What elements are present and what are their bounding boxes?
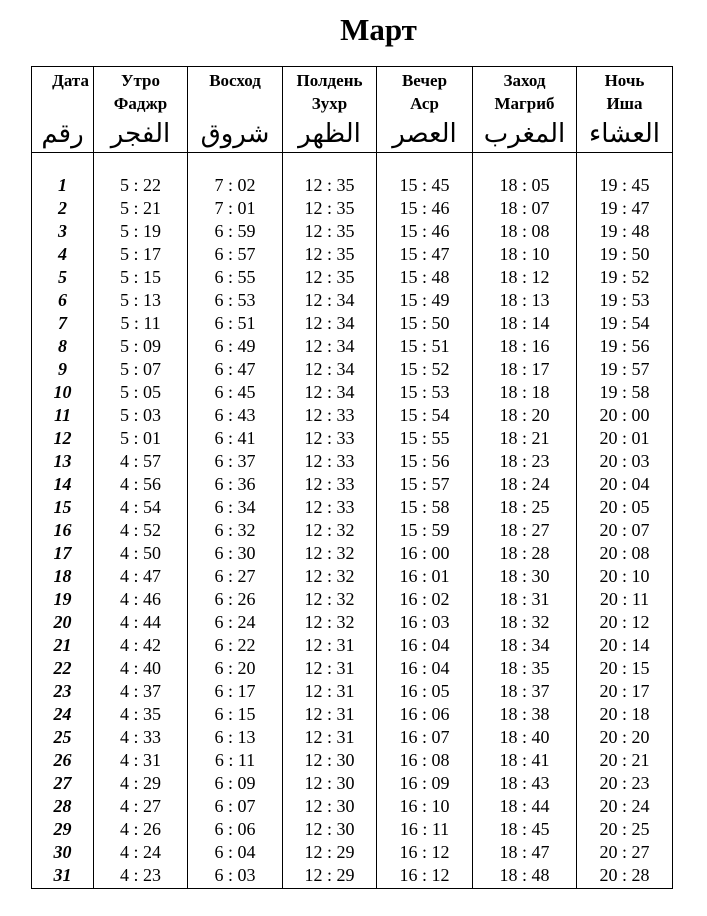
cell-isha: 20 : 21 (577, 749, 673, 772)
column-label-ru: Восход (209, 71, 261, 90)
cell-asr: 15 : 51 (377, 335, 473, 358)
cell-isha: 20 : 08 (577, 542, 673, 565)
cell-sunrise: 6 : 51 (188, 312, 283, 335)
cell-sunrise: 6 : 43 (188, 404, 283, 427)
column-label-ru: Ночь Иша (604, 71, 645, 113)
table-row (32, 450, 673, 473)
column-header-fajr (94, 67, 188, 153)
cell-fajr: 4 : 37 (94, 680, 188, 703)
cell-maghrib: 18 : 44 (473, 795, 577, 818)
cell-maghrib: 18 : 25 (473, 496, 577, 519)
cell-fajr: 5 : 11 (94, 312, 188, 335)
cell-asr: 15 : 46 (377, 197, 473, 220)
cell-isha: 19 : 52 (577, 266, 673, 289)
cell-maghrib: 18 : 16 (473, 335, 577, 358)
cell-asr: 15 : 47 (377, 243, 473, 266)
table-row (32, 496, 673, 519)
cell-asr: 16 : 03 (377, 611, 473, 634)
table-row (32, 565, 673, 588)
cell-asr: 16 : 01 (377, 565, 473, 588)
cell-dhuhr: 12 : 32 (283, 611, 377, 634)
cell-maghrib: 18 : 27 (473, 519, 577, 542)
cell-maghrib: 18 : 14 (473, 312, 577, 335)
table-row (32, 335, 673, 358)
cell-asr: 15 : 46 (377, 220, 473, 243)
cell-sunrise: 6 : 27 (188, 565, 283, 588)
cell-isha: 20 : 00 (577, 404, 673, 427)
cell-asr: 16 : 00 (377, 542, 473, 565)
cell-asr: 15 : 53 (377, 381, 473, 404)
cell-isha: 20 : 25 (577, 818, 673, 841)
cell-isha: 19 : 58 (577, 381, 673, 404)
cell-isha: 20 : 11 (577, 588, 673, 611)
cell-sunrise: 6 : 53 (188, 289, 283, 312)
cell-date: 31 (32, 864, 94, 889)
cell-sunrise: 6 : 13 (188, 726, 283, 749)
header-row (32, 67, 673, 153)
cell-fajr: 4 : 29 (94, 772, 188, 795)
column-header-asr (377, 67, 473, 153)
column-header-isha (577, 67, 673, 153)
cell-dhuhr: 12 : 33 (283, 427, 377, 450)
spacer-cell (473, 153, 577, 175)
cell-fajr: 5 : 07 (94, 358, 188, 381)
cell-fajr: 4 : 23 (94, 864, 188, 889)
table-row (32, 818, 673, 841)
cell-date: 11 (32, 404, 94, 427)
cell-isha: 20 : 20 (577, 726, 673, 749)
cell-fajr: 4 : 42 (94, 634, 188, 657)
cell-sunrise: 6 : 36 (188, 473, 283, 496)
cell-asr: 15 : 55 (377, 427, 473, 450)
cell-isha: 20 : 18 (577, 703, 673, 726)
column-label-ru: Дата (52, 71, 89, 90)
cell-isha: 20 : 14 (577, 634, 673, 657)
cell-isha: 19 : 45 (577, 174, 673, 197)
cell-asr: 15 : 58 (377, 496, 473, 519)
cell-dhuhr: 12 : 31 (283, 726, 377, 749)
cell-maghrib: 18 : 43 (473, 772, 577, 795)
cell-sunrise: 6 : 04 (188, 841, 283, 864)
table-row (32, 473, 673, 496)
cell-fajr: 5 : 01 (94, 427, 188, 450)
cell-asr: 16 : 05 (377, 680, 473, 703)
cell-dhuhr: 12 : 31 (283, 657, 377, 680)
cell-sunrise: 6 : 32 (188, 519, 283, 542)
cell-sunrise: 6 : 11 (188, 749, 283, 772)
table-row (32, 772, 673, 795)
table-row (32, 703, 673, 726)
cell-date: 23 (32, 680, 94, 703)
cell-asr: 16 : 10 (377, 795, 473, 818)
spacer-row (32, 153, 673, 175)
cell-date: 4 (32, 243, 94, 266)
cell-dhuhr: 12 : 33 (283, 450, 377, 473)
cell-sunrise: 6 : 49 (188, 335, 283, 358)
column-header-dhuhr (283, 67, 377, 153)
cell-date: 8 (32, 335, 94, 358)
column-label-ar: المغرب (483, 119, 566, 149)
cell-date: 13 (32, 450, 94, 473)
cell-asr: 15 : 57 (377, 473, 473, 496)
cell-isha: 20 : 01 (577, 427, 673, 450)
cell-date: 15 (32, 496, 94, 519)
cell-isha: 20 : 04 (577, 473, 673, 496)
table-row (32, 358, 673, 381)
cell-isha: 19 : 53 (577, 289, 673, 312)
cell-date: 19 (32, 588, 94, 611)
cell-asr: 15 : 56 (377, 450, 473, 473)
table-row (32, 427, 673, 450)
cell-maghrib: 18 : 32 (473, 611, 577, 634)
cell-date: 12 (32, 427, 94, 450)
prayer-times-table (31, 66, 673, 889)
table-row (32, 197, 673, 220)
cell-dhuhr: 12 : 29 (283, 841, 377, 864)
cell-sunrise: 6 : 47 (188, 358, 283, 381)
cell-asr: 16 : 11 (377, 818, 473, 841)
cell-isha: 20 : 07 (577, 519, 673, 542)
cell-date: 18 (32, 565, 94, 588)
cell-date: 10 (32, 381, 94, 404)
cell-date: 5 (32, 266, 94, 289)
spacer-cell (377, 153, 473, 175)
cell-fajr: 4 : 54 (94, 496, 188, 519)
cell-date: 3 (32, 220, 94, 243)
table-body (32, 153, 673, 889)
table-row (32, 611, 673, 634)
column-label-ar: الظهر (298, 119, 361, 149)
cell-maghrib: 18 : 30 (473, 565, 577, 588)
cell-asr: 15 : 50 (377, 312, 473, 335)
cell-sunrise: 7 : 01 (188, 197, 283, 220)
cell-asr: 16 : 04 (377, 634, 473, 657)
cell-fajr: 4 : 31 (94, 749, 188, 772)
cell-sunrise: 6 : 20 (188, 657, 283, 680)
cell-date: 22 (32, 657, 94, 680)
cell-fajr: 4 : 56 (94, 473, 188, 496)
cell-maghrib: 18 : 34 (473, 634, 577, 657)
cell-isha: 19 : 56 (577, 335, 673, 358)
cell-maghrib: 18 : 05 (473, 174, 577, 197)
cell-fajr: 4 : 52 (94, 519, 188, 542)
cell-asr: 15 : 45 (377, 174, 473, 197)
cell-sunrise: 6 : 15 (188, 703, 283, 726)
cell-sunrise: 6 : 59 (188, 220, 283, 243)
table-row (32, 588, 673, 611)
table-row (32, 726, 673, 749)
cell-sunrise: 6 : 24 (188, 611, 283, 634)
table-row (32, 381, 673, 404)
cell-dhuhr: 12 : 35 (283, 266, 377, 289)
table-row (32, 266, 673, 289)
cell-dhuhr: 12 : 35 (283, 220, 377, 243)
table-row (32, 680, 673, 703)
cell-sunrise: 6 : 06 (188, 818, 283, 841)
cell-maghrib: 18 : 08 (473, 220, 577, 243)
cell-asr: 15 : 59 (377, 519, 473, 542)
cell-sunrise: 6 : 07 (188, 795, 283, 818)
cell-maghrib: 18 : 07 (473, 197, 577, 220)
cell-fajr: 5 : 21 (94, 197, 188, 220)
cell-fajr: 5 : 17 (94, 243, 188, 266)
cell-asr: 16 : 08 (377, 749, 473, 772)
column-label-ar: شروق (200, 119, 270, 149)
column-label-ru: Заход Магриб (494, 71, 555, 113)
cell-maghrib: 18 : 17 (473, 358, 577, 381)
cell-asr: 15 : 52 (377, 358, 473, 381)
table-row (32, 519, 673, 542)
cell-isha: 19 : 50 (577, 243, 673, 266)
cell-asr: 16 : 07 (377, 726, 473, 749)
cell-date: 29 (32, 818, 94, 841)
column-label-ru: Утро Фаджр (113, 71, 168, 113)
cell-date: 16 (32, 519, 94, 542)
spacer-cell (577, 153, 673, 175)
table-row (32, 657, 673, 680)
cell-maghrib: 18 : 35 (473, 657, 577, 680)
cell-fajr: 5 : 05 (94, 381, 188, 404)
cell-maghrib: 18 : 20 (473, 404, 577, 427)
cell-maghrib: 18 : 12 (473, 266, 577, 289)
cell-sunrise: 6 : 17 (188, 680, 283, 703)
cell-dhuhr: 12 : 34 (283, 381, 377, 404)
cell-sunrise: 6 : 57 (188, 243, 283, 266)
cell-fajr: 4 : 46 (94, 588, 188, 611)
cell-isha: 20 : 10 (577, 565, 673, 588)
spacer-cell (188, 153, 283, 175)
cell-fajr: 4 : 40 (94, 657, 188, 680)
cell-date: 14 (32, 473, 94, 496)
cell-sunrise: 6 : 03 (188, 864, 283, 889)
cell-date: 28 (32, 795, 94, 818)
cell-maghrib: 18 : 45 (473, 818, 577, 841)
cell-dhuhr: 12 : 34 (283, 312, 377, 335)
cell-maghrib: 18 : 21 (473, 427, 577, 450)
cell-fajr: 5 : 09 (94, 335, 188, 358)
cell-sunrise: 6 : 30 (188, 542, 283, 565)
cell-fajr: 5 : 15 (94, 266, 188, 289)
cell-date: 7 (32, 312, 94, 335)
cell-asr: 15 : 48 (377, 266, 473, 289)
cell-fajr: 5 : 19 (94, 220, 188, 243)
table-row (32, 404, 673, 427)
cell-fajr: 4 : 50 (94, 542, 188, 565)
cell-date: 20 (32, 611, 94, 634)
page-title: Март (340, 12, 417, 47)
cell-sunrise: 6 : 22 (188, 634, 283, 657)
cell-date: 9 (32, 358, 94, 381)
table-row (32, 841, 673, 864)
cell-dhuhr: 12 : 31 (283, 680, 377, 703)
cell-date: 25 (32, 726, 94, 749)
table-row (32, 312, 673, 335)
cell-sunrise: 6 : 09 (188, 772, 283, 795)
cell-sunrise: 6 : 26 (188, 588, 283, 611)
cell-fajr: 4 : 35 (94, 703, 188, 726)
cell-isha: 19 : 48 (577, 220, 673, 243)
cell-isha: 19 : 47 (577, 197, 673, 220)
cell-dhuhr: 12 : 34 (283, 358, 377, 381)
cell-fajr: 4 : 44 (94, 611, 188, 634)
cell-dhuhr: 12 : 33 (283, 404, 377, 427)
cell-maghrib: 18 : 24 (473, 473, 577, 496)
cell-sunrise: 6 : 55 (188, 266, 283, 289)
cell-dhuhr: 12 : 34 (283, 289, 377, 312)
cell-fajr: 4 : 47 (94, 565, 188, 588)
cell-sunrise: 6 : 41 (188, 427, 283, 450)
table-row (32, 220, 673, 243)
cell-isha: 20 : 17 (577, 680, 673, 703)
cell-asr: 16 : 12 (377, 841, 473, 864)
cell-sunrise: 6 : 45 (188, 381, 283, 404)
cell-dhuhr: 12 : 35 (283, 197, 377, 220)
cell-dhuhr: 12 : 31 (283, 703, 377, 726)
cell-asr: 16 : 04 (377, 657, 473, 680)
cell-date: 1 (32, 174, 94, 197)
cell-maghrib: 18 : 10 (473, 243, 577, 266)
cell-sunrise: 6 : 34 (188, 496, 283, 519)
table-row (32, 795, 673, 818)
cell-isha: 20 : 03 (577, 450, 673, 473)
cell-maghrib: 18 : 23 (473, 450, 577, 473)
column-header-sunrise (188, 67, 283, 153)
cell-dhuhr: 12 : 30 (283, 795, 377, 818)
cell-asr: 16 : 09 (377, 772, 473, 795)
cell-asr: 15 : 49 (377, 289, 473, 312)
cell-asr: 16 : 06 (377, 703, 473, 726)
cell-dhuhr: 12 : 30 (283, 818, 377, 841)
cell-dhuhr: 12 : 34 (283, 335, 377, 358)
cell-dhuhr: 12 : 32 (283, 588, 377, 611)
spacer-cell (94, 153, 188, 175)
cell-maghrib: 18 : 18 (473, 381, 577, 404)
spacer-cell (283, 153, 377, 175)
cell-isha: 20 : 27 (577, 841, 673, 864)
cell-dhuhr: 12 : 30 (283, 749, 377, 772)
column-label-ar: رقم (41, 119, 84, 149)
cell-date: 30 (32, 841, 94, 864)
cell-isha: 20 : 05 (577, 496, 673, 519)
cell-fajr: 4 : 26 (94, 818, 188, 841)
table-row (32, 634, 673, 657)
table-row (32, 174, 673, 197)
cell-dhuhr: 12 : 35 (283, 174, 377, 197)
cell-fajr: 4 : 27 (94, 795, 188, 818)
cell-date: 24 (32, 703, 94, 726)
cell-maghrib: 18 : 13 (473, 289, 577, 312)
cell-maghrib: 18 : 38 (473, 703, 577, 726)
cell-dhuhr: 12 : 32 (283, 565, 377, 588)
table-row (32, 542, 673, 565)
cell-asr: 16 : 02 (377, 588, 473, 611)
column-label-ar: الفجر (110, 119, 171, 149)
cell-maghrib: 18 : 31 (473, 588, 577, 611)
cell-sunrise: 7 : 02 (188, 174, 283, 197)
cell-date: 6 (32, 289, 94, 312)
spacer-cell (32, 153, 94, 175)
cell-fajr: 4 : 57 (94, 450, 188, 473)
cell-fajr: 5 : 22 (94, 174, 188, 197)
column-label-ar: العصر (392, 119, 457, 149)
cell-dhuhr: 12 : 31 (283, 634, 377, 657)
cell-fajr: 4 : 33 (94, 726, 188, 749)
cell-isha: 20 : 15 (577, 657, 673, 680)
table-row (32, 289, 673, 312)
cell-maghrib: 18 : 40 (473, 726, 577, 749)
cell-dhuhr: 12 : 29 (283, 864, 377, 889)
cell-asr: 16 : 12 (377, 864, 473, 889)
column-header-date (32, 67, 94, 153)
cell-fajr: 5 : 03 (94, 404, 188, 427)
cell-date: 26 (32, 749, 94, 772)
cell-isha: 19 : 57 (577, 358, 673, 381)
cell-maghrib: 18 : 47 (473, 841, 577, 864)
cell-dhuhr: 12 : 33 (283, 473, 377, 496)
cell-date: 17 (32, 542, 94, 565)
cell-fajr: 5 : 13 (94, 289, 188, 312)
cell-isha: 19 : 54 (577, 312, 673, 335)
table-row (32, 243, 673, 266)
cell-maghrib: 18 : 37 (473, 680, 577, 703)
table-row (32, 864, 673, 889)
cell-isha: 20 : 23 (577, 772, 673, 795)
cell-dhuhr: 12 : 32 (283, 542, 377, 565)
column-label-ru: Полдень Зухр (296, 71, 363, 113)
cell-dhuhr: 12 : 35 (283, 243, 377, 266)
cell-maghrib: 18 : 41 (473, 749, 577, 772)
cell-dhuhr: 12 : 32 (283, 519, 377, 542)
cell-date: 21 (32, 634, 94, 657)
column-label-ru: Вечер Аср (401, 71, 448, 113)
column-header-maghrib (473, 67, 577, 153)
cell-isha: 20 : 12 (577, 611, 673, 634)
cell-fajr: 4 : 24 (94, 841, 188, 864)
cell-date: 2 (32, 197, 94, 220)
cell-isha: 20 : 24 (577, 795, 673, 818)
cell-sunrise: 6 : 37 (188, 450, 283, 473)
cell-maghrib: 18 : 28 (473, 542, 577, 565)
column-label-ar: العشاء (588, 119, 661, 149)
cell-asr: 15 : 54 (377, 404, 473, 427)
cell-date: 27 (32, 772, 94, 795)
cell-maghrib: 18 : 48 (473, 864, 577, 889)
cell-isha: 20 : 28 (577, 864, 673, 889)
cell-dhuhr: 12 : 33 (283, 496, 377, 519)
table-row (32, 749, 673, 772)
cell-dhuhr: 12 : 30 (283, 772, 377, 795)
